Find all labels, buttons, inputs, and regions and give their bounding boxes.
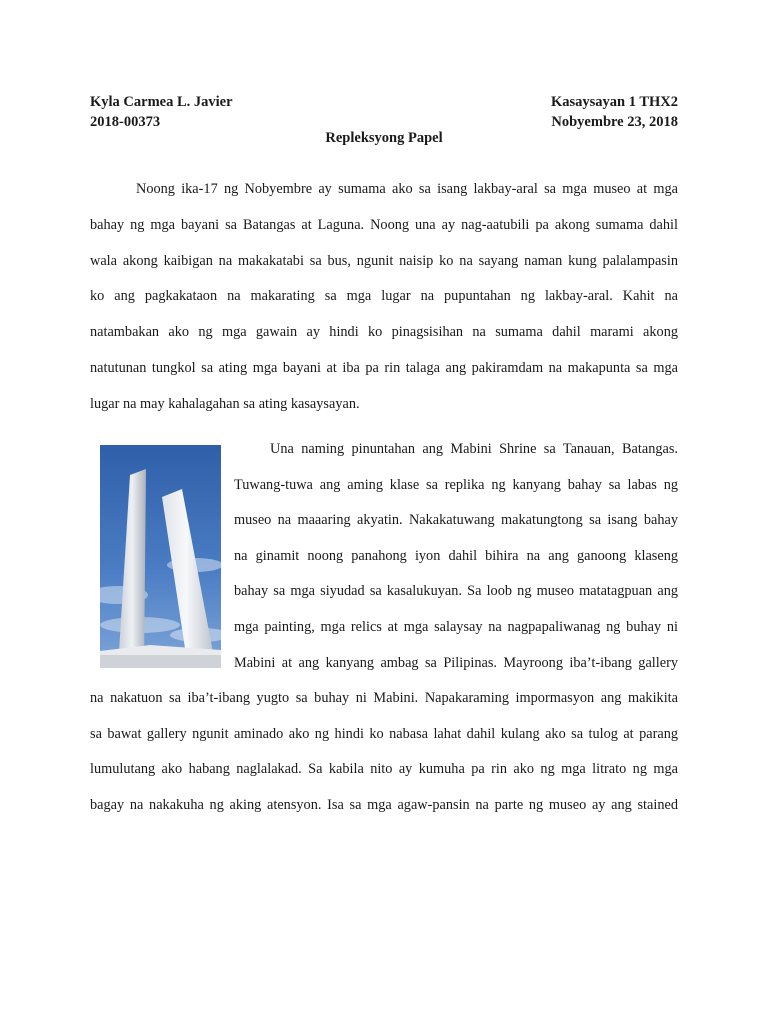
paragraph-line: na ginamit noong panahong iyon dahil bihira na ang ganoong klaseng bbox=[234, 547, 678, 564]
paragraph-line: Noong ika-17 ng Nobyembre ay sumama ako sa isang lakbay-aral sa mga museo at mga bbox=[136, 181, 678, 197]
paragraph-line: mga painting, mga relics at mga salaysay na nagpapaliwanag ng buhay ni bbox=[234, 618, 678, 635]
course-code: Kasaysayan 1 THX2 bbox=[550, 94, 678, 110]
paragraph-line: sa bawat gallery ngunit aminado ako ng hindi ko nabasa lahat dahil kulang ako sa tulog at parang bbox=[90, 725, 678, 742]
paragraph-line: bagay na nakakuha ng aking atensyon. Isa sa mga agaw-pansin na parte ng museo ay ang stained bbox=[90, 796, 678, 813]
paragraph-2 bbox=[90, 432, 678, 824]
paper-title: Repleksyong Papel bbox=[325, 130, 443, 146]
paragraph-line: wala akong kaibigan na makakatabi sa bus, ngunit naisip ko na sayang naman kung palalampasin bbox=[90, 252, 678, 269]
author-name: Kyla Carmea L. Javier bbox=[90, 94, 233, 110]
paragraph-line: lugar na may kahalagahan sa ating kasaysayan. bbox=[90, 395, 360, 412]
paragraph-line: ko ang pagkakataon na makarating sa mga lugar na pupuntahan ng lakbay-aral. Kahit na bbox=[90, 288, 678, 305]
paragraph-line: bahay ng mga bayani sa Batangas at Laguna. Noong una ay nag-aatubili pa akong sumama dahil bbox=[90, 216, 678, 233]
paragraph-line: museo na maaaring akyatin. Nakakatuwang makatungtong sa isang bahay bbox=[234, 512, 678, 529]
paragraph-line: natutunan tungkol sa ating mga bayani at iba pa rin talaga ang pakiramdam na makapunta sa mga bbox=[90, 359, 678, 376]
paragraph-wrapped-block bbox=[234, 432, 678, 681]
paragraph-line: na nakatuon sa iba’t-ibang yugto sa buhay ni Mabini. Napakaraming impormasyon ang makikita bbox=[90, 690, 678, 707]
paragraph-line: natambakan ako ng mga gawain ay hindi ko pinagsisihan na sumama dahil marami akong bbox=[90, 324, 678, 341]
paragraph-line: bahay sa mga siyudad sa kasalukuyan. Sa loob ng museo matatagpuan ang bbox=[234, 583, 678, 600]
header-left bbox=[90, 92, 233, 132]
paragraph-1 bbox=[90, 172, 678, 423]
header-right bbox=[551, 92, 678, 132]
paragraph-line: Mabini at ang kanyang ambag sa Pilipinas. Mayroong iba’t-ibang gallery bbox=[234, 654, 678, 671]
paper-date: Nobyembre 23, 2018 bbox=[551, 114, 678, 130]
student-number: 2018-00373 bbox=[90, 114, 161, 130]
paragraph-line: lumulutang ako habang naglalakad. Sa kabila nito ay kumuha pa rin ako ng mga litrato ng mga bbox=[90, 761, 678, 778]
paragraph-line: Una naming pinuntahan ang Mabini Shrine sa Tanauan, Batangas. bbox=[270, 441, 678, 457]
paragraph-line: Tuwang-tuwa ang aming klase sa replika ng kanyang bahay sa labas ng bbox=[234, 476, 678, 493]
